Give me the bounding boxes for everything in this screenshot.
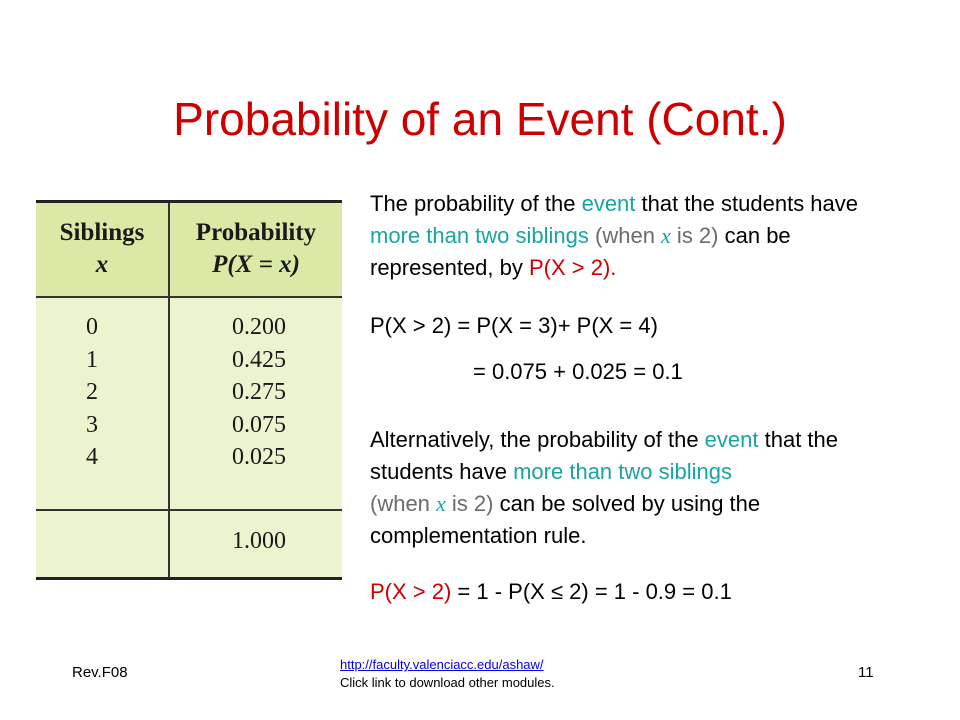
slide-title: Probability of an Event (Cont.) (173, 93, 787, 145)
header-siblings-label: Siblings (59, 219, 145, 246)
header-probability-expr: P(X = x) (212, 251, 300, 278)
probability-table (36, 200, 342, 580)
table-cell-x: 2 (86, 379, 98, 405)
paragraph-complement: Alternatively, the probability of the event that the students have more than two siblings (when x is 2) can be solved by using the complementation rule. (370, 427, 839, 548)
equation-3: P(X > 2) = 1 - P(X ≤ 2) = 1 - 0.9 = 0.1 (370, 579, 732, 604)
equation-2: = 0.075 + 0.025 = 0.1 (473, 359, 683, 384)
link-caption: Click link to download other modules. (340, 675, 555, 690)
table-cell-p: 0.275 (232, 379, 286, 405)
p-expression: P(X > 2) (370, 579, 452, 604)
table-cell-x: 1 (86, 346, 98, 373)
table-cell-p: 0.425 (232, 346, 286, 373)
paragraph-representation: The probability of the event that the students have more than two siblings (when x is 2) can be represented, by P(X > 2). (370, 191, 859, 280)
table-cell-x: 4 (86, 444, 98, 470)
p-expression: P(X > 2). (528, 255, 617, 280)
header-siblings (36, 217, 168, 281)
table-cell-p: 0.200 (232, 314, 286, 340)
table-cell-p: 0.075 (232, 411, 286, 438)
header-probability (170, 217, 342, 281)
event-term: event (581, 191, 636, 216)
header-probability-label: Probability (195, 219, 317, 246)
modules-link[interactable]: http://faculty.valenciacc.edu/ashaw/ (340, 657, 544, 672)
table-cell-p: 0.025 (232, 444, 286, 470)
siblings-column (86, 311, 98, 474)
page-number: 11 (858, 664, 874, 681)
table-total: 1.000 (232, 528, 286, 554)
header-siblings-var: x (95, 251, 109, 278)
table-cell-x: 3 (86, 411, 98, 438)
more-siblings-term: more than two siblings (513, 459, 732, 484)
footer-link-block (340, 656, 555, 692)
more-siblings-term: more than two siblings (370, 223, 589, 248)
revision-label: Rev.F08 (72, 664, 128, 681)
probability-column (232, 311, 286, 474)
table-cell-x: 0 (86, 314, 98, 340)
event-term: event (704, 427, 759, 452)
total-divider (36, 509, 342, 511)
equation-1: P(X > 2) = P(X = 3)+ P(X = 4) (370, 313, 658, 338)
